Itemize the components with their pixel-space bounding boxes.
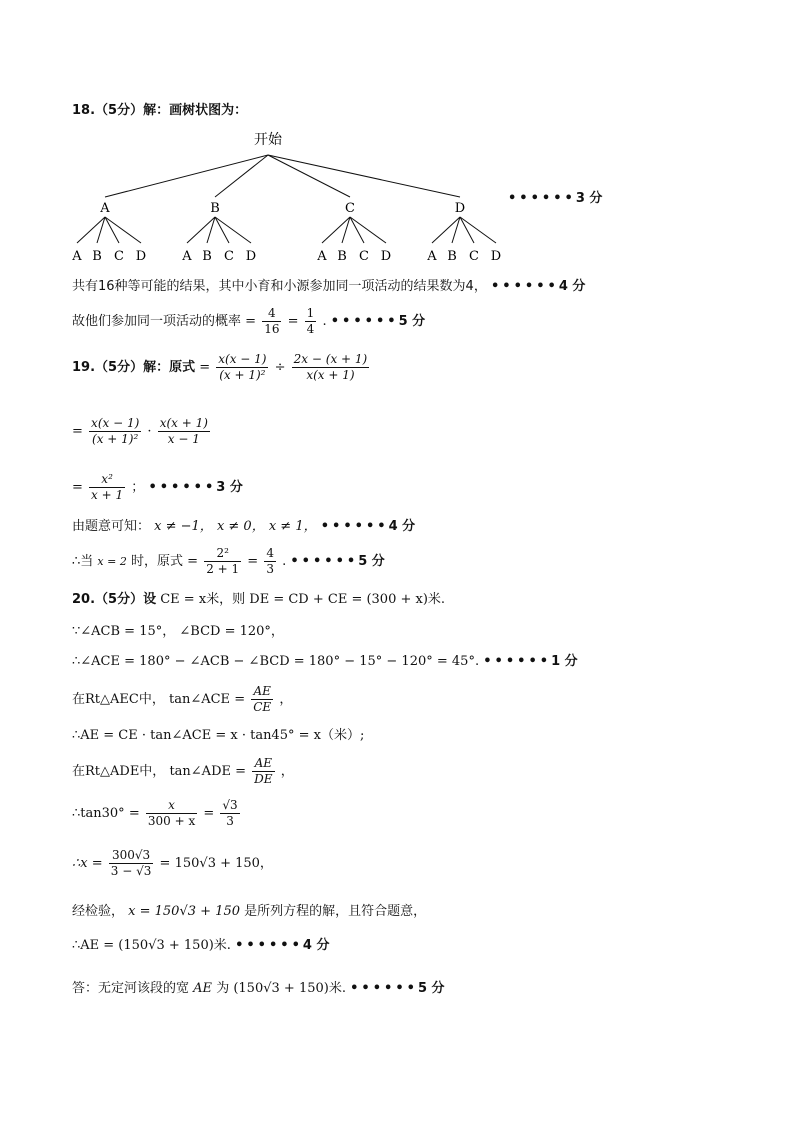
dots-leader: •••••• xyxy=(508,191,576,206)
score-label: 5 分 xyxy=(398,314,426,329)
dots-leader: •••••• xyxy=(235,938,303,953)
tree-edge xyxy=(350,217,386,243)
tree-edge xyxy=(105,155,268,197)
fraction: $\frac{1}{4}$ xyxy=(306,306,315,336)
q18-line3-text: 故他们参加同一项活动的概率 xyxy=(72,314,242,329)
tree-leaf-C-A: A xyxy=(317,249,327,264)
q20-line1 xyxy=(72,593,445,606)
fraction: $\frac{AE}{DE}$ xyxy=(254,756,273,786)
score-label: 3 分 xyxy=(216,480,243,495)
q18-line2 xyxy=(72,280,585,293)
q19-cond-math: x ≠ −1， x ≠ 0， x ≠ 1， xyxy=(154,519,317,534)
tree-edge xyxy=(460,217,496,243)
q19-line4 xyxy=(72,520,415,533)
fraction: $\frac{300√3}{3 - √3}$ xyxy=(110,848,152,878)
q19-line5: ∴当 x = 2 时，原式 = $\frac{\text{2²}}{2 + 1}$ = $\frac{4}{3}$ . ••••••5 分 xyxy=(72,546,385,576)
score-label: 4 分 xyxy=(558,279,586,294)
tree-edge xyxy=(268,155,460,197)
dots-leader: •••••• xyxy=(483,654,552,669)
tree-node-A: A xyxy=(100,201,110,216)
dots-leader: •••••• xyxy=(290,554,359,569)
fraction: $\frac{x(x - 1)}{\text{(x + 1)²}}$ xyxy=(218,352,267,382)
q19-cond-text: 由题意可知： xyxy=(72,519,151,534)
q20-l3-math: ∴∠ACE = 180° − ∠ACB − ∠BCD = 180° − 15° − 120° = 45°. xyxy=(72,654,480,669)
fraction: $\frac{4}{16}$ xyxy=(264,306,280,336)
fraction: $\frac{x}{300 + x}$ xyxy=(147,798,196,828)
tree-leaf-D-C: C xyxy=(469,249,479,264)
q18-line2-text: 共有16种等可能的结果，其中小育和小源参加同一项活动的结果数为4， xyxy=(72,279,487,294)
tree-edge xyxy=(350,217,364,243)
dots-leader: •••••• xyxy=(148,480,217,495)
fraction: $\frac{4}{3}$ xyxy=(266,546,274,576)
q18-heading: 18.（5分）解：画树状图为： xyxy=(72,103,248,118)
tree-edge xyxy=(215,217,229,243)
q19-heading: 19.（5分）解：原式 xyxy=(72,360,196,375)
q19-line1: 19.（5分）解：原式 = $\frac{x(x - 1)}{\text{(x + 1)²}}$ ÷ $\frac{2x - (x + 1)}{x(x + 1)}$ xyxy=(72,352,368,382)
tree-leaf-B-C: C xyxy=(224,249,234,264)
score-q18-tree xyxy=(508,192,602,205)
q19-line2: = $\frac{x(x - 1)}{\text{(x + 1)²}}$ · $\frac{x(x + 1)}{x - 1}$ xyxy=(72,416,208,446)
tree-edge xyxy=(268,155,350,197)
tree-node-D: D xyxy=(454,201,466,216)
tree-node-B: B xyxy=(210,201,220,216)
tree-root: 开始 xyxy=(254,132,282,148)
q20-line11: 答：无定河该段的宽 AE 为 (150√3 + 150)米. ••••••5 分 xyxy=(72,981,445,996)
q20-line3 xyxy=(72,655,578,668)
tree-edge xyxy=(105,217,119,243)
tree-leaf-B-A: A xyxy=(182,249,192,264)
q20-l10-math: ∴AE = (150√3 + 150)米. xyxy=(72,938,231,953)
fraction: $\frac{\text{x²}}{x + 1}$ xyxy=(91,472,124,502)
score-label: 3 分 xyxy=(575,191,603,206)
tree-edge xyxy=(105,217,141,243)
q20-l1-math: CE = x米，则 DE = CD + CE = (300 + x)米. xyxy=(160,592,446,607)
q20-line2: ∵∠ACB = 15°， ∠BCD = 120°， xyxy=(72,624,284,639)
fraction: $\frac{√3}{3}$ xyxy=(222,798,238,828)
q20-line7: ∴tan30° = $\frac{x}{300 + x}$ = $\frac{√3}{3}$ xyxy=(72,798,238,828)
tree-edge xyxy=(215,155,268,197)
tree-leaf-C-D: D xyxy=(380,249,392,264)
tree-leaf-D-B: B xyxy=(447,249,457,264)
fraction: $\frac{x(x + 1)}{x - 1}$ xyxy=(159,416,208,446)
q20-line5: ∴AE = CE · tan∠ACE = x · tan45° = x（米）; xyxy=(72,728,365,743)
q20-heading: 20.（5分）设 xyxy=(72,592,157,607)
q20-line6: 在Rt△ADE中， tan∠ADE = $\frac{AE}{DE}$ ， xyxy=(72,756,294,786)
fraction: $\frac{x(x - 1)}{\text{(x + 1)²}}$ xyxy=(91,416,140,446)
dots-leader: •••••• xyxy=(350,981,418,996)
tree-leaf-A-A: A xyxy=(72,249,82,264)
dots-leader: •••••• xyxy=(330,314,399,329)
score-label: 4 分 xyxy=(302,938,330,953)
tree-leaf-B-D: D xyxy=(245,249,257,264)
q20-line4: 在Rt△AEC中， tan∠ACE = $\frac{AE}{CE}$ ， xyxy=(72,684,293,714)
tree-edge xyxy=(215,217,251,243)
dots-leader: •••••• xyxy=(490,279,559,294)
score-label: 5 分 xyxy=(417,981,445,996)
fraction: $\frac{AE}{CE}$ xyxy=(253,684,272,714)
fraction: $\frac{2x - (x + 1)}{x(x + 1)}$ xyxy=(293,352,368,382)
dots-leader: •••••• xyxy=(320,519,389,534)
score-label: 5 分 xyxy=(358,554,385,569)
score-label: 4 分 xyxy=(388,519,416,534)
tree-leaf-D-A: A xyxy=(427,249,437,264)
q20-line9: 经检验， x = 150√3 + 150 是所列方程的解，且符合题意， xyxy=(72,904,427,919)
q19-line3: = $\frac{\text{x²}}{x + 1}$ ； ••••••3 分 xyxy=(72,472,243,502)
q20-line8: ∴x = $\frac{300√3}{3 - √3}$ = 150√3 + 150， xyxy=(72,848,273,878)
tree-leaf-C-C: C xyxy=(359,249,369,264)
tree-leaf-A-B: B xyxy=(92,249,102,264)
tree-leaf-A-C: C xyxy=(114,249,124,264)
tree-edge xyxy=(460,217,474,243)
fraction: $\frac{\text{2²}}{2 + 1}$ xyxy=(206,546,240,576)
tree-leaf-D-D: D xyxy=(490,249,502,264)
q20-line10 xyxy=(72,939,330,952)
score-label: 1 分 xyxy=(551,654,578,669)
tree-leaf-A-D: D xyxy=(135,249,147,264)
tree-leaf-C-B: B xyxy=(337,249,347,264)
tree-diagram xyxy=(60,125,580,265)
q18-line3: 故他们参加同一项活动的概率 = $\frac{4}{16}$ = $\frac{1}{4}$ . ••••••5 分 xyxy=(72,306,426,336)
tree-node-C: C xyxy=(345,201,355,216)
tree-leaf-B-B: B xyxy=(202,249,212,264)
